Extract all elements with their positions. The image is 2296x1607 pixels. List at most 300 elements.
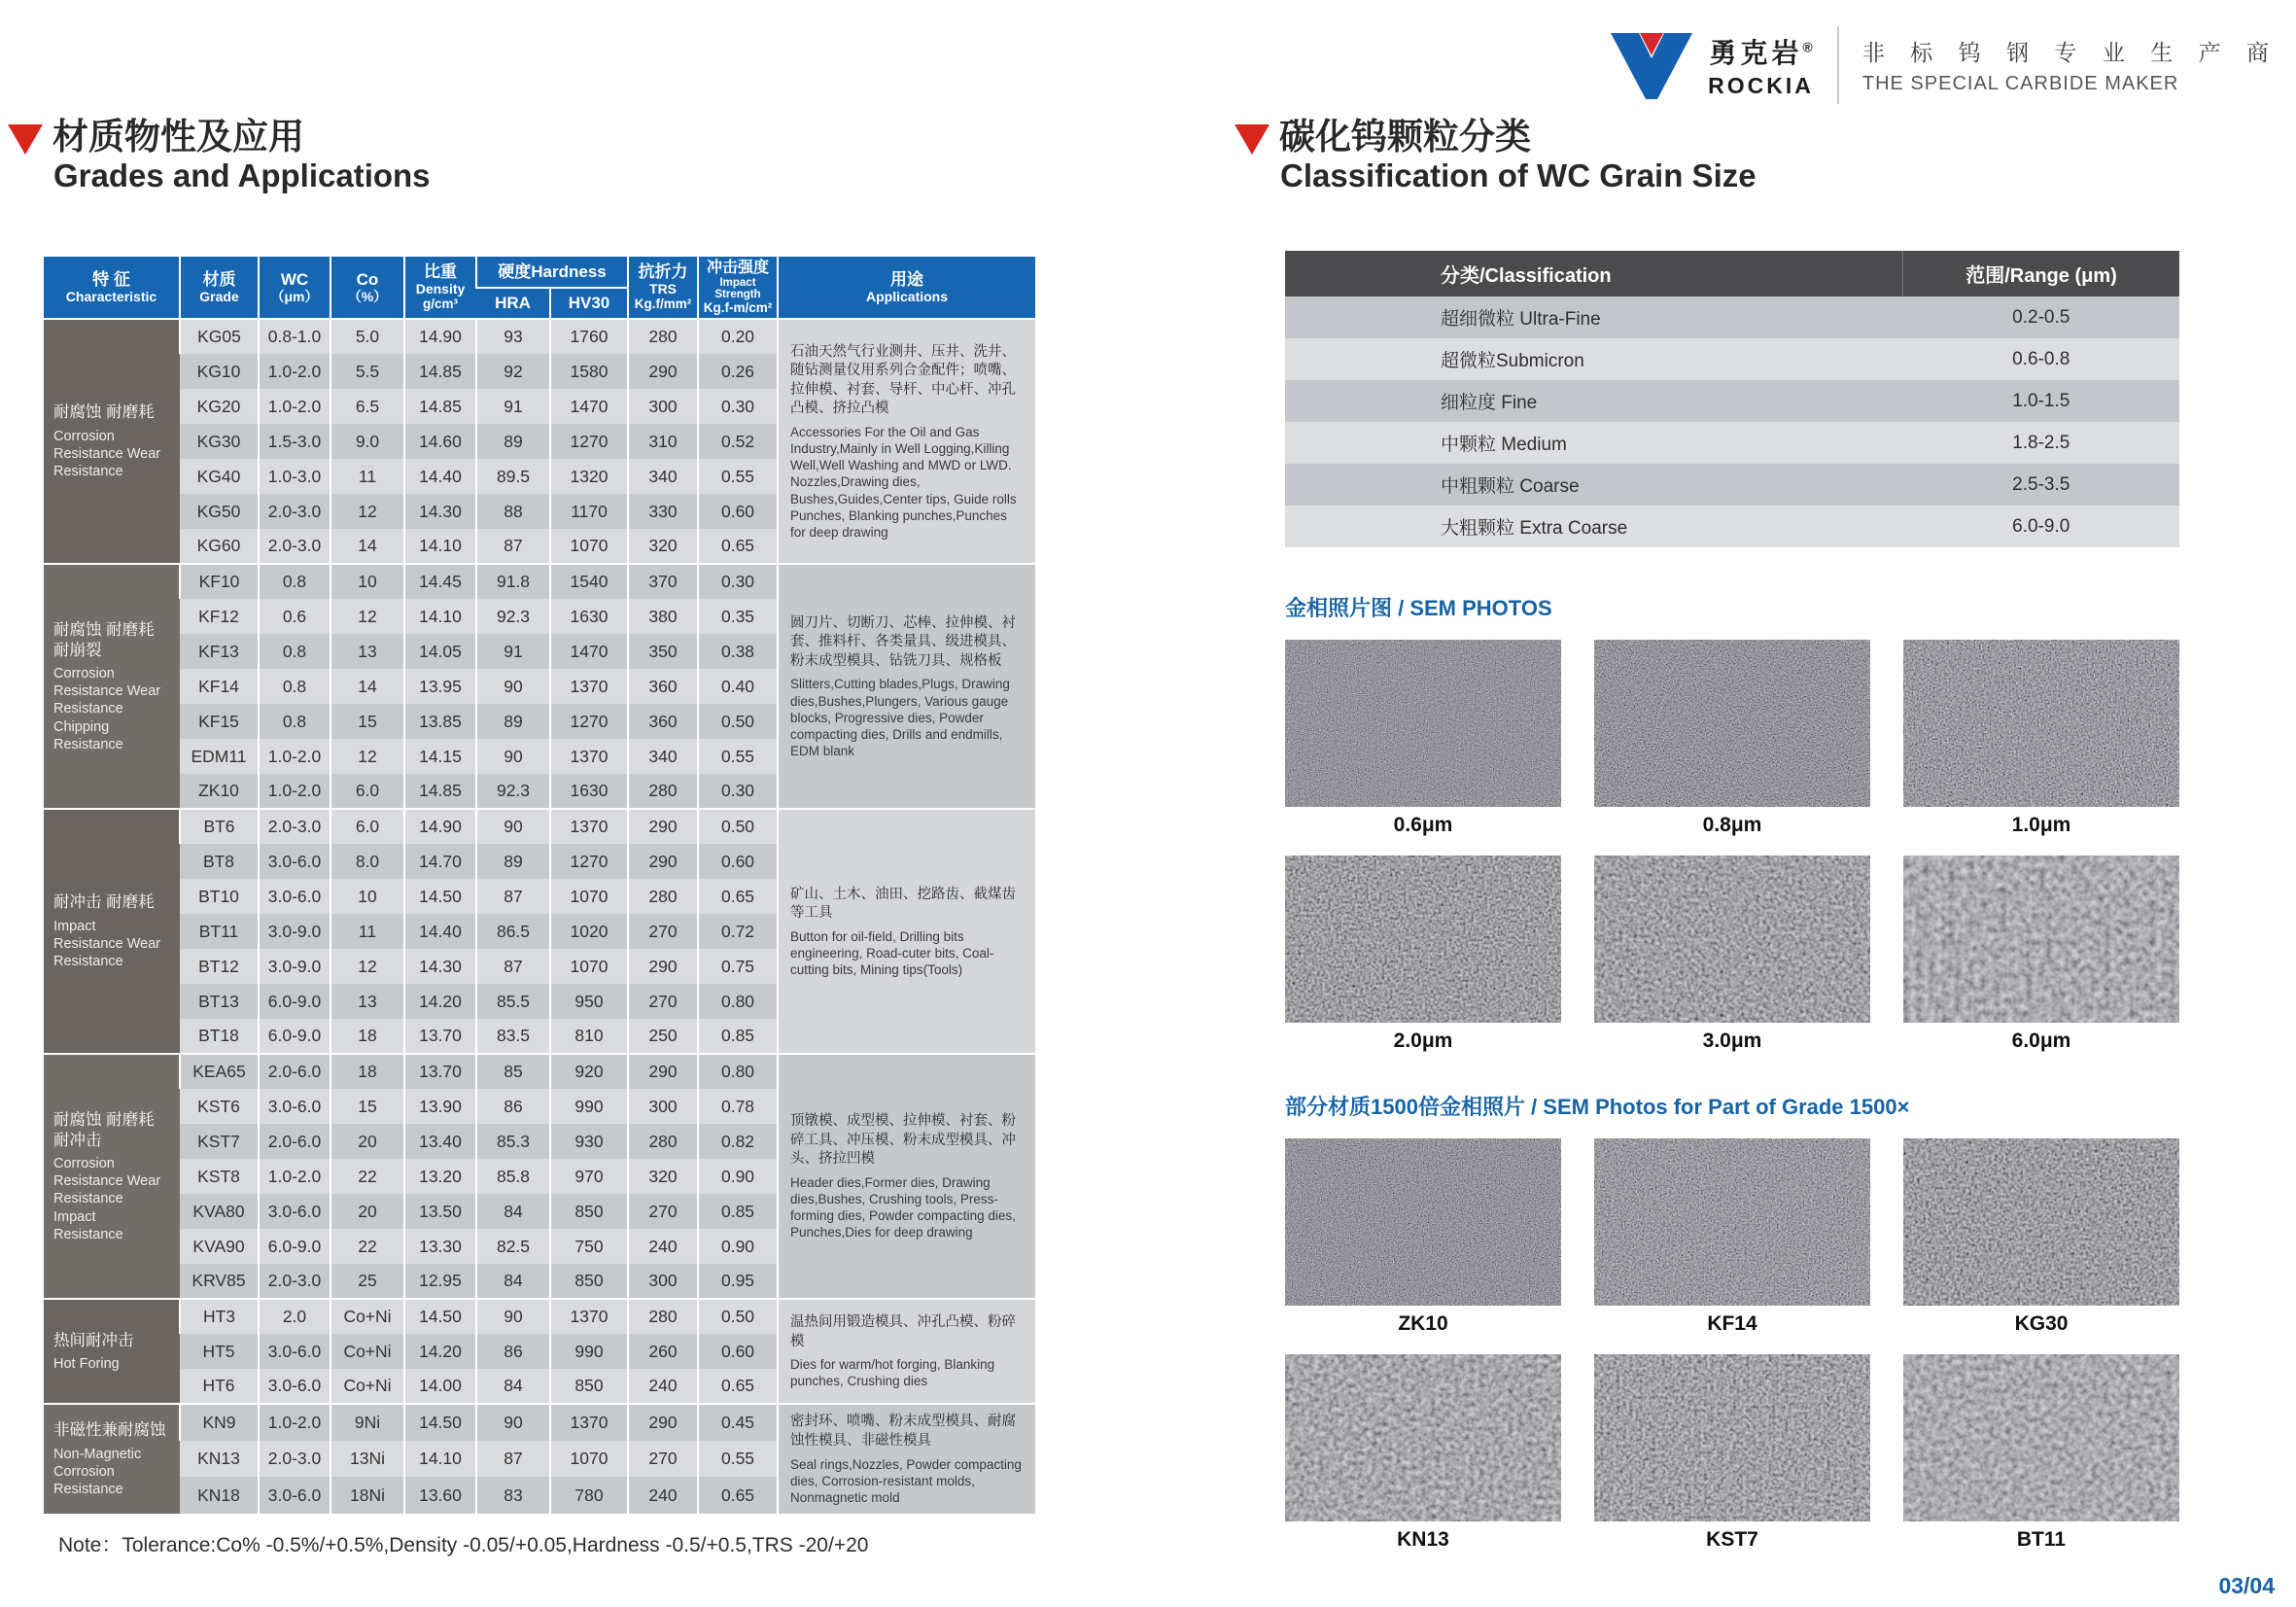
hv30-cell: 1270 [550,704,628,739]
sem-photo-item [1594,1354,1870,1555]
density-cell: 14.85 [404,354,476,389]
impact-cell: 0.38 [698,634,778,669]
sem-grades-title: 部分材质1500倍金相照片 / SEM Photos for Part of Grade 1500× [1285,1095,1910,1120]
sem-photo-item [1903,640,2179,840]
classification-row [1285,338,2179,380]
trs-cell: 300 [628,1089,698,1124]
classification-table [1285,251,2179,547]
trs-cell: 240 [628,1477,698,1514]
grade-row [44,1404,1035,1441]
sem-photo-item [1594,640,1870,840]
density-cell: 14.10 [404,1441,476,1478]
grade-cell: KN18 [180,1477,259,1514]
impact-cell: 0.45 [698,1404,778,1441]
red-triangle-marker-icon [1235,124,1270,155]
hv30-cell: 970 [550,1159,628,1194]
hv30-cell: 1370 [550,739,628,774]
hv30-cell: 750 [550,1229,628,1264]
grade-row [44,1299,1035,1334]
co-cell: 11 [330,914,404,949]
sem-photo-label: ZK10 [1398,1312,1448,1336]
sem-photo-item [1285,1354,1561,1555]
trs-cell: 300 [628,1264,698,1299]
trs-cell: 300 [628,389,698,424]
hra-cell: 85.5 [476,984,550,1019]
header-impact-strength: 冲击强度 Impact Strength Kg.f-m/cm² [698,257,778,319]
grade-cell: ZK10 [180,774,259,809]
impact-cell: 0.52 [698,424,778,459]
hv30-cell: 1630 [550,599,628,634]
hv30-cell: 920 [550,1054,628,1089]
grade-cell: BT18 [180,1019,259,1054]
sem-photo-label: 0.6μm [1393,814,1453,837]
density-cell: 13.70 [404,1054,476,1089]
density-cell: 14.50 [404,1404,476,1441]
grade-cell: KG20 [180,389,259,424]
hra-cell: 89.5 [476,459,550,494]
applications-cell: 顶镦模、成型模、拉伸模、衬套、粉碎工具、冲压模、粉末成型模具、冲头、挤拉凹模 Header dies,Former dies, Drawing dies,Bushes, Crushing tools, Press-forming dies, Powder compacting dies, Punches,Dies for deep drawing [778,1054,1035,1299]
grade-cell: KST6 [180,1089,259,1124]
wc-cell: 3.0-9.0 [259,914,330,949]
logo-name-en: ROCKIA [1708,72,1814,98]
impact-cell: 0.65 [698,879,778,914]
grades-table [44,257,1035,1514]
density-cell: 14.50 [404,879,476,914]
co-cell: 12 [330,949,404,984]
header-hra: HRA [476,288,550,319]
trs-cell: 280 [628,319,698,354]
density-cell: 14.00 [404,1369,476,1404]
hv30-cell: 850 [550,1264,628,1299]
co-cell: 6.0 [330,774,404,809]
sem-photo [1285,640,1561,807]
grade-cell: KN13 [180,1441,259,1478]
rockia-logo-icon [1607,25,1696,105]
impact-cell: 0.65 [698,529,778,564]
hra-cell: 90 [476,669,550,704]
hv30-cell: 990 [550,1334,628,1369]
density-cell: 13.95 [404,669,476,704]
impact-cell: 0.65 [698,1477,778,1514]
impact-cell: 0.75 [698,949,778,984]
impact-cell: 0.95 [698,1264,778,1299]
trs-cell: 270 [628,1441,698,1478]
trs-cell: 280 [628,774,698,809]
grade-cell: KG30 [180,424,259,459]
trs-cell: 280 [628,1299,698,1334]
hv30-cell: 1270 [550,844,628,879]
hv30-cell: 780 [550,1477,628,1514]
grade-cell: KF15 [180,704,259,739]
trs-cell: 350 [628,634,698,669]
co-cell: 22 [330,1229,404,1264]
trs-cell: 370 [628,564,698,599]
wc-cell: 6.0-9.0 [259,1229,330,1264]
trs-cell: 250 [628,1019,698,1054]
hra-cell: 86.5 [476,914,550,949]
co-cell: 20 [330,1194,404,1229]
sem-photo-label: 1.0μm [2011,814,2071,837]
co-cell: Co+Ni [330,1299,404,1334]
left-section-heading [8,117,1035,194]
density-cell: 14.05 [404,634,476,669]
hra-cell: 83.5 [476,1019,550,1054]
density-cell: 13.50 [404,1194,476,1229]
grade-cell: KEA65 [180,1054,259,1089]
impact-cell: 0.85 [698,1194,778,1229]
logo-text [1708,32,1814,99]
grade-cell: KG10 [180,354,259,389]
co-cell: 18 [330,1054,404,1089]
trs-cell: 320 [628,1159,698,1194]
co-cell: 15 [330,1089,404,1124]
density-cell: 14.90 [404,809,476,844]
trs-cell: 290 [628,809,698,844]
sem-photo [1594,1138,1870,1306]
density-cell: 13.85 [404,704,476,739]
trs-cell: 340 [628,739,698,774]
grade-cell: BT6 [180,809,259,844]
wc-cell: 3.0-6.0 [259,1089,330,1124]
impact-cell: 0.65 [698,1369,778,1404]
sem-photo-label: 0.8μm [1702,814,1762,837]
characteristic-cell: 耐冲击 耐磨耗 Impact Resistance Wear Resistance [44,809,180,1054]
tagline-cn: 非 标 钨 钢 专 业 生 产 商 [1861,40,2279,65]
hra-cell: 90 [476,739,550,774]
sem-photo [1903,1138,2179,1306]
hra-cell: 89 [476,704,550,739]
sem-photo [1594,1354,1870,1521]
co-cell: 9.0 [330,424,404,459]
sem-photo [1594,640,1870,807]
sem-grades-grid [1285,1138,2207,1570]
density-cell: 14.60 [404,424,476,459]
header-co: Co （%） [330,257,404,319]
grade-cell: HT5 [180,1334,259,1369]
wc-cell: 1.5-3.0 [259,424,330,459]
classification-range-cell: 1.8-2.5 [1903,422,2179,464]
density-cell: 13.20 [404,1159,476,1194]
grade-cell: KG40 [180,459,259,494]
hv30-cell: 1540 [550,564,628,599]
wc-cell: 1.0-2.0 [259,389,330,424]
density-cell: 14.50 [404,1299,476,1334]
hra-cell: 89 [476,424,550,459]
co-cell: 18 [330,1019,404,1054]
grade-cell: BT12 [180,949,259,984]
sem-photo-item [1285,856,1561,1056]
sem-photos-title: 金相照片图 / SEM PHOTOS [1285,596,1552,621]
classification-name-cell: 大粗颗粒 Extra Coarse [1285,506,1903,547]
impact-cell: 0.50 [698,809,778,844]
wc-cell: 2.0-6.0 [259,1124,330,1159]
sem-photo [1285,1138,1561,1306]
hra-cell: 84 [476,1264,550,1299]
header-grade: 材质 Grade [180,257,259,319]
characteristic-cell: 耐腐蚀 耐磨耗 耐冲击 Corrosion Resistance Wear Resistance Impact Resistance [44,1054,180,1299]
wc-cell: 3.0-6.0 [259,879,330,914]
hra-cell: 90 [476,809,550,844]
co-cell: 12 [330,739,404,774]
density-cell: 14.90 [404,319,476,354]
grade-cell: KG05 [180,319,259,354]
hra-cell: 83 [476,1477,550,1514]
hra-cell: 90 [476,1404,550,1441]
grade-cell: KVA90 [180,1229,259,1264]
grade-cell: KVA80 [180,1194,259,1229]
density-cell: 14.45 [404,564,476,599]
applications-cell: 石油天然气行业测井、压井、洗井、随钻测量仪用系列合金配件；喷嘴、拉伸模、衬套、导杆、中心杆、冲孔凸模、挤拉凸模 Accessories For the Oil and Gas Industry,Mainly in Well Logging,Killing Well,Well Washing and MWD or LWD. Nozzles,Drawing dies, Bushes,Guides,Center tips, Guide rolls Punches, Blanking punches,Punches for deep drawing [778,319,1035,564]
co-cell: 10 [330,564,404,599]
classification-range-cell: 0.2-0.5 [1903,297,2179,338]
impact-cell: 0.82 [698,1124,778,1159]
trs-cell: 270 [628,1194,698,1229]
hra-cell: 92.3 [476,599,550,634]
classification-row [1285,380,2179,422]
hv30-cell: 850 [550,1194,628,1229]
density-cell: 14.70 [404,844,476,879]
impact-cell: 0.50 [698,704,778,739]
header-trs: 抗折力 TRS Kg.f/mm² [628,257,698,319]
wc-cell: 3.0-6.0 [259,1334,330,1369]
classification-range-cell: 1.0-1.5 [1903,380,2179,422]
hv30-cell: 1370 [550,669,628,704]
wc-cell: 2.0-3.0 [259,809,330,844]
classification-range-cell: 6.0-9.0 [1903,506,2179,547]
impact-cell: 0.78 [698,1089,778,1124]
grade-row [44,319,1035,354]
impact-cell: 0.26 [698,354,778,389]
hra-cell: 84 [476,1194,550,1229]
hra-cell: 87 [476,879,550,914]
co-cell: 12 [330,599,404,634]
sem-photo [1285,856,1561,1023]
sem-photo [1903,640,2179,807]
density-cell: 14.30 [404,949,476,984]
brand-header [1607,25,2279,105]
co-cell: 22 [330,1159,404,1194]
classification-range-cell: 2.5-3.5 [1903,464,2179,506]
hv30-cell: 1370 [550,809,628,844]
wc-cell: 6.0-9.0 [259,984,330,1019]
characteristic-cell: 非磁性兼耐腐蚀 Non-Magnetic Corrosion Resistance [44,1404,180,1514]
impact-cell: 0.30 [698,389,778,424]
impact-cell: 0.80 [698,984,778,1019]
density-cell: 14.20 [404,1334,476,1369]
sem-photo [1903,856,2179,1023]
density-cell: 14.40 [404,914,476,949]
hra-cell: 90 [476,1299,550,1334]
wc-cell: 3.0-6.0 [259,1194,330,1229]
grade-cell: BT10 [180,879,259,914]
classification-name-cell: 中颗粒 Medium [1285,422,1903,464]
trs-cell: 290 [628,354,698,389]
trs-cell: 360 [628,669,698,704]
impact-cell: 0.50 [698,1299,778,1334]
right-section-heading [1235,117,2207,194]
trs-cell: 260 [628,1334,698,1369]
trs-cell: 340 [628,459,698,494]
characteristic-cell: 耐腐蚀 耐磨耗 耐崩裂 Corrosion Resistance Wear Resistance Chipping Resistance [44,564,180,809]
hra-cell: 86 [476,1089,550,1124]
applications-cell: 温热间用锻造模具、冲孔凸模、粉碎模 Dies for warm/hot forging, Blanking punches, Crushing dies [778,1299,1035,1404]
hra-cell: 85.8 [476,1159,550,1194]
sem-photo-item [1903,1354,2179,1555]
classification-table-body [1285,297,2179,547]
sem-photo-label: 6.0μm [2011,1030,2071,1053]
trs-cell: 330 [628,494,698,529]
trs-cell: 280 [628,1124,698,1159]
density-cell: 14.20 [404,984,476,1019]
co-cell: Co+Ni [330,1334,404,1369]
co-cell: 11 [330,459,404,494]
brand-divider [1837,26,1839,104]
sem-photo-item [1903,856,2179,1056]
wc-cell: 2.0-6.0 [259,1054,330,1089]
wc-cell: 3.0-6.0 [259,1369,330,1404]
hra-cell: 87 [476,529,550,564]
hv30-cell: 810 [550,1019,628,1054]
trs-cell: 270 [628,984,698,1019]
co-cell: 14 [330,669,404,704]
applications-cell: 圆刀片、切断刀、芯棒、拉伸模、衬套、推料杆、各类量具、级进模具、粉末成型模具、钻铣刀具、规格板 Slitters,Cutting blades,Plugs, Drawing dies,Bushes,Plungers, Various gauge blocks, Progressive dies, Powder compacting dies, Drills and endmills, EDM blank [778,564,1035,809]
header-range: 范围/Range (μm) [1903,251,2179,297]
sem-photos-grid [1285,640,2207,1071]
wc-cell: 1.0-3.0 [259,459,330,494]
header-hardness: 硬度Hardness [476,257,628,288]
impact-cell: 0.60 [698,494,778,529]
hra-cell: 85 [476,1054,550,1089]
grade-cell: KF13 [180,634,259,669]
trs-cell: 310 [628,424,698,459]
co-cell: 13 [330,634,404,669]
hra-cell: 86 [476,1334,550,1369]
density-cell: 14.15 [404,739,476,774]
sem-photo-label: KST7 [1706,1528,1758,1552]
hv30-cell: 950 [550,984,628,1019]
wc-cell: 2.0-3.0 [259,529,330,564]
header-classification: 分类/Classification [1285,251,1903,297]
co-cell: 8.0 [330,844,404,879]
registered-mark: ® [1802,39,1813,55]
wc-cell: 1.0-2.0 [259,354,330,389]
header-hv30: HV30 [550,288,628,319]
wc-cell: 0.6 [259,599,330,634]
hv30-cell: 1070 [550,879,628,914]
left-title-cn: 材质物性及应用 [52,117,304,157]
hra-cell: 82.5 [476,1229,550,1264]
sem-photo-label: KN13 [1397,1528,1449,1552]
hra-cell: 88 [476,494,550,529]
classification-name-cell: 超细微粒 Ultra-Fine [1285,297,1903,338]
sem-photo-label: KG30 [2014,1312,2069,1336]
wc-cell: 1.0-2.0 [259,1159,330,1194]
trs-cell: 290 [628,949,698,984]
density-cell: 14.10 [404,529,476,564]
tolerance-note: Note：Tolerance:Co% -0.5%/+0.5%,Density -0.05/+0.05,Hardness -0.5/+0.5,TRS -20/+20 [58,1533,869,1556]
grade-cell: KST7 [180,1124,259,1159]
characteristic-cell: 热间耐冲击 Hot Foring [44,1299,180,1404]
wc-cell: 2.0-3.0 [259,494,330,529]
trs-cell: 290 [628,844,698,879]
right-title-cn: 碳化钨颗粒分类 [1279,117,1531,157]
co-cell: 25 [330,1264,404,1299]
impact-cell: 0.90 [698,1159,778,1194]
grade-cell: KG60 [180,529,259,564]
header-density: 比重 Density g/cm³ [404,257,476,319]
wc-cell: 0.8 [259,704,330,739]
impact-cell: 0.30 [698,564,778,599]
wc-cell: 2.0-3.0 [259,1441,330,1478]
grade-cell: EDM11 [180,739,259,774]
trs-cell: 290 [628,1404,698,1441]
sem-photo-label: 3.0μm [1702,1030,1762,1053]
impact-cell: 0.85 [698,1019,778,1054]
header-applications: 用途 Applications [778,257,1035,319]
classification-range-cell: 0.6-0.8 [1903,338,2179,380]
classification-name-cell: 超微粒Submicron [1285,338,1903,380]
co-cell: 15 [330,704,404,739]
wc-cell: 3.0-6.0 [259,844,330,879]
wc-cell: 6.0-9.0 [259,1019,330,1054]
hv30-cell: 1020 [550,914,628,949]
wc-cell: 1.0-2.0 [259,1404,330,1441]
grades-section [44,117,1035,1558]
hra-cell: 91 [476,634,550,669]
sem-photo-item [1903,1138,2179,1339]
density-cell: 12.95 [404,1264,476,1299]
wc-cell: 1.0-2.0 [259,774,330,809]
trs-cell: 270 [628,914,698,949]
hra-cell: 91 [476,389,550,424]
hra-cell: 91.8 [476,564,550,599]
density-cell: 13.90 [404,1089,476,1124]
classification-row [1285,422,2179,464]
grade-cell: KN9 [180,1404,259,1441]
left-title-en: Grades and Applications [53,157,431,194]
impact-cell: 0.55 [698,1441,778,1478]
hv30-cell: 1070 [550,1441,628,1478]
grade-cell: KF12 [180,599,259,634]
impact-cell: 0.90 [698,1229,778,1264]
logo-name-cn: 勇克岩® [1709,37,1813,68]
hv30-cell: 1170 [550,494,628,529]
co-cell: 6.0 [330,809,404,844]
co-cell: 13 [330,984,404,1019]
hv30-cell: 1370 [550,1299,628,1334]
co-cell: 10 [330,879,404,914]
wc-cell: 0.8 [259,564,330,599]
co-cell: 5.0 [330,319,404,354]
density-cell: 14.40 [404,459,476,494]
hv30-cell: 1320 [550,459,628,494]
trs-cell: 360 [628,704,698,739]
hra-cell: 85.3 [476,1124,550,1159]
trs-cell: 290 [628,1054,698,1089]
right-title-en: Classification of WC Grain Size [1280,157,1757,194]
grade-cell: BT8 [180,844,259,879]
grade-row [44,809,1035,844]
grade-cell: KG50 [180,494,259,529]
wc-cell: 3.0-6.0 [259,1477,330,1514]
impact-cell: 0.20 [698,319,778,354]
wc-cell: 3.0-9.0 [259,949,330,984]
hra-cell: 92 [476,354,550,389]
grades-table-header [44,257,1035,319]
sem-photo-item [1594,856,1870,1056]
sem-photo-item [1594,1138,1870,1339]
density-cell: 13.40 [404,1124,476,1159]
